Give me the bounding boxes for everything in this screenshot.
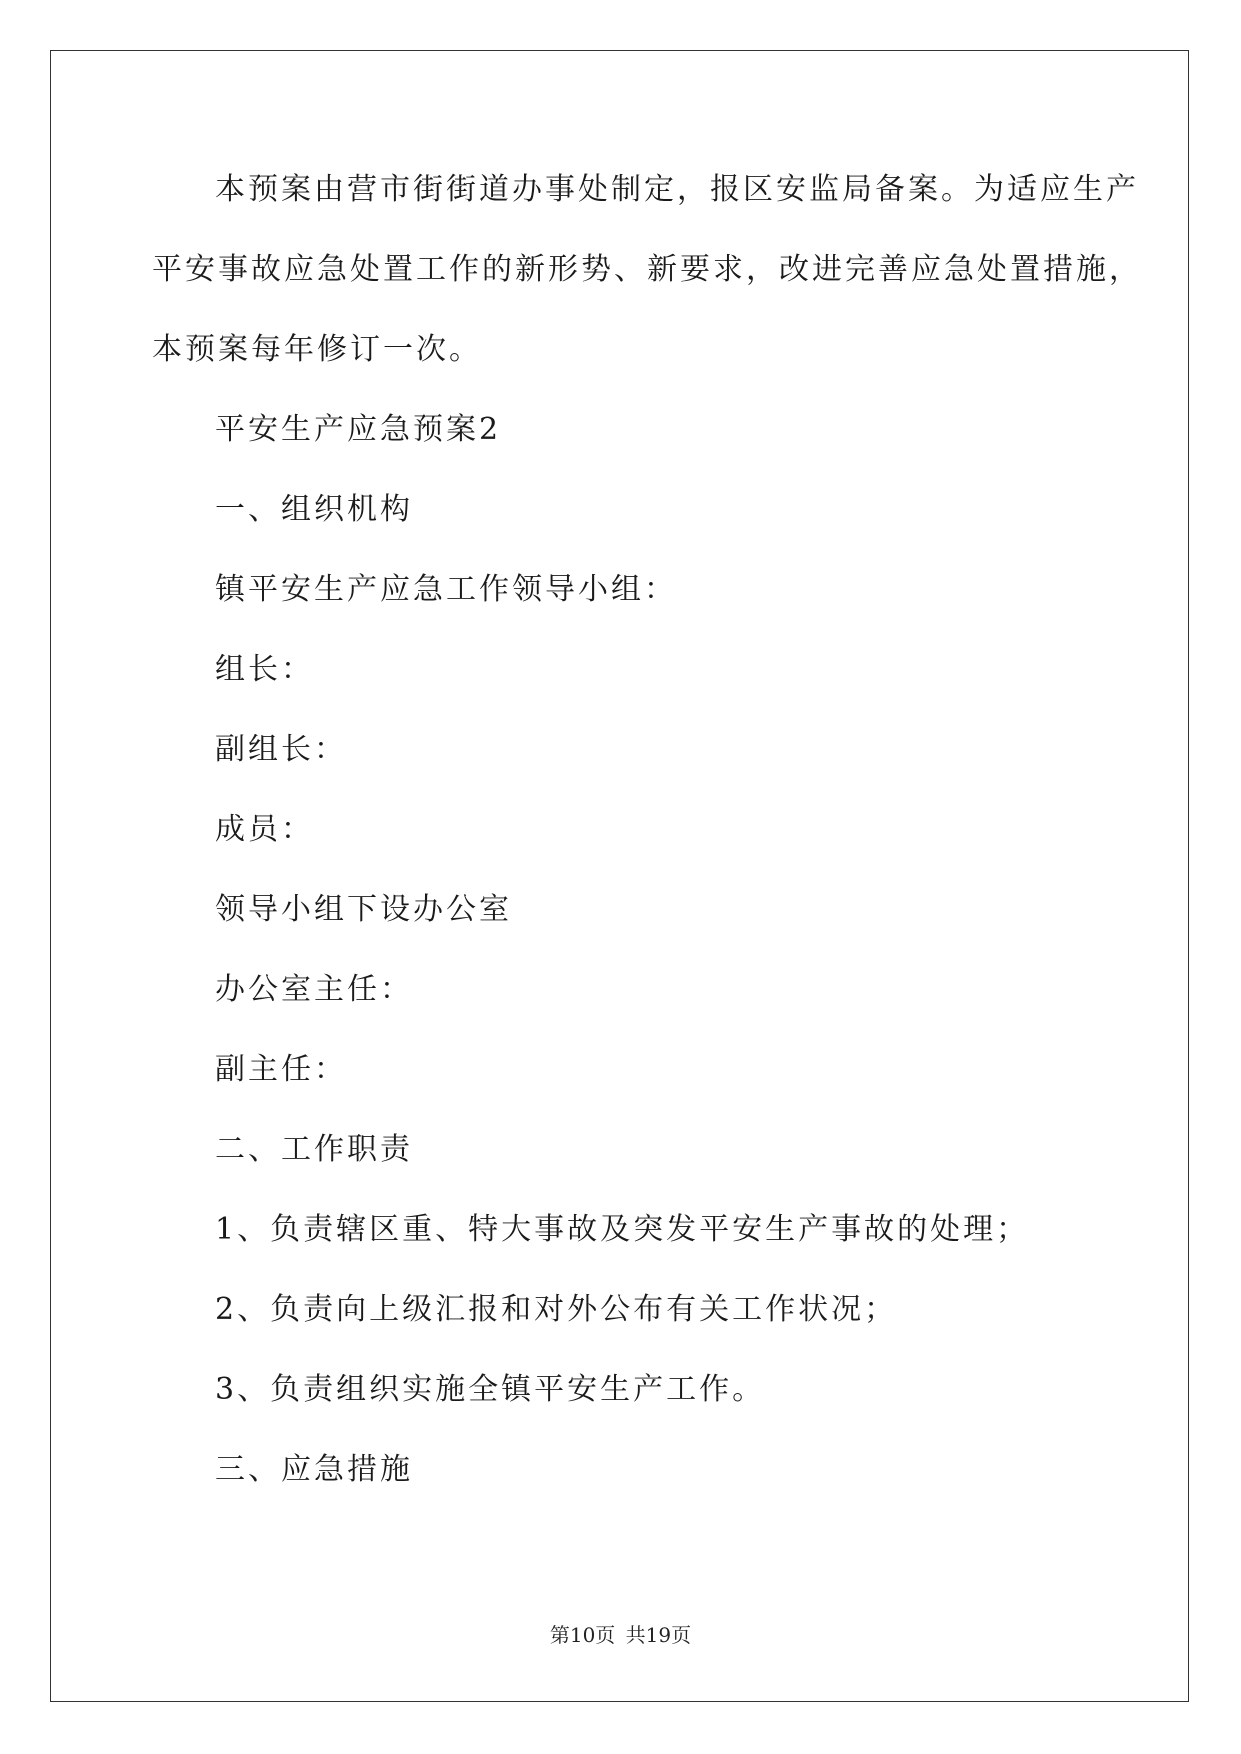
current-page-number: 第10页	[549, 1623, 616, 1647]
paragraph-line: 镇平安生产应急工作领导小组：	[215, 572, 677, 607]
section-heading: 三、应急措施	[215, 1452, 413, 1487]
section-heading: 一、组织机构	[215, 492, 413, 527]
paragraph-line: 组长：	[215, 652, 314, 687]
section-heading: 二、工作职责	[215, 1132, 413, 1167]
page-footer	[0, 1620, 1241, 1650]
paragraph-line: 办公室主任：	[215, 972, 413, 1007]
paragraph-line: 平安事故应急处置工作的新形势、新要求，改进完善应急处置措施，	[152, 252, 1142, 287]
paragraph-line: 成员：	[215, 812, 314, 847]
paragraph-line: 领导小组下设办公室	[215, 892, 512, 927]
list-item: 1、负责辖区重、特大事故及突发平安生产事故的处理；	[215, 1212, 1030, 1247]
paragraph-line: 副主任：	[215, 1052, 347, 1087]
paragraph-line: 本预案每年修订一次。	[152, 332, 482, 367]
total-pages: 共19页	[625, 1623, 692, 1647]
paragraph-line: 副组长：	[215, 732, 347, 767]
paragraph-line: 本预案由营市街街道办事处制定，报区安监局备案。为适应生产	[215, 172, 1139, 207]
section-heading: 平安生产应急预案2	[215, 412, 502, 447]
list-item: 3、负责组织实施全镇平安生产工作。	[215, 1372, 766, 1407]
list-item: 2、负责向上级汇报和对外公布有关工作状况；	[215, 1292, 898, 1327]
